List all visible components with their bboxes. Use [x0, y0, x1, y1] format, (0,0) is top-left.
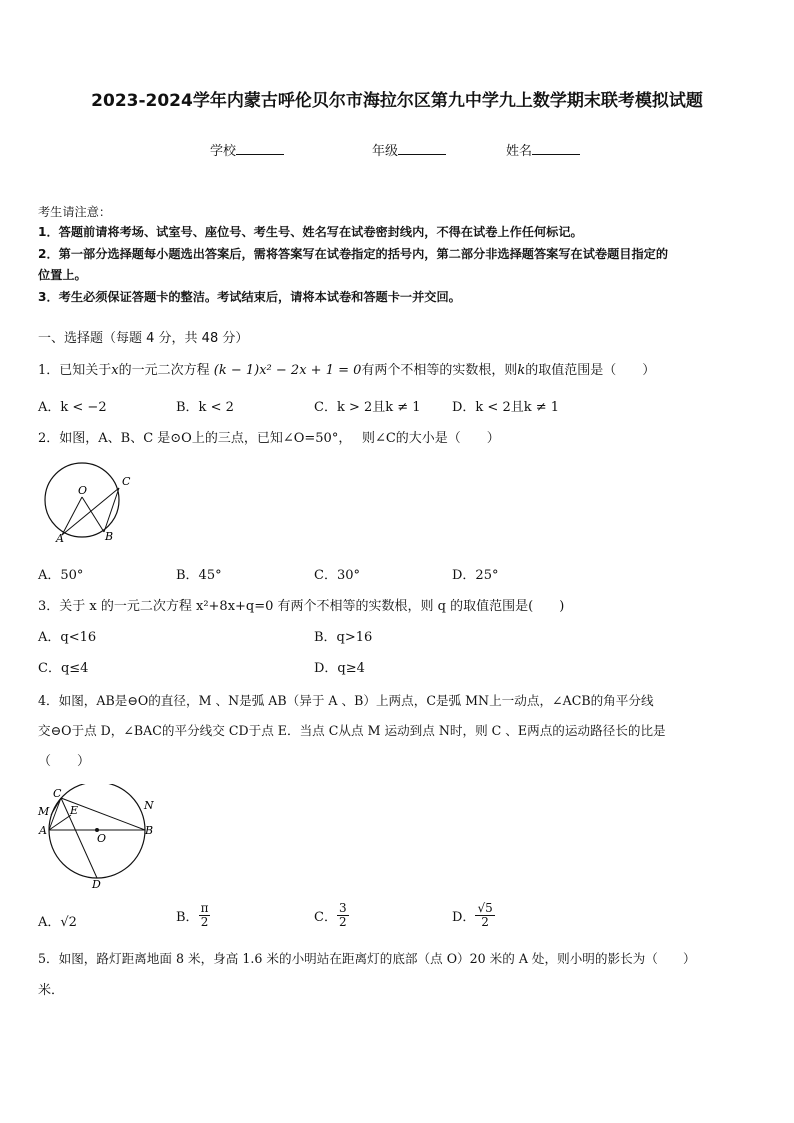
- label-e: E: [70, 804, 79, 817]
- name-field: [506, 140, 580, 159]
- page-title: 2023-2024学年内蒙古呼伦贝尔市海拉尔区第九中学九上数学期末联考模拟试题: [91, 91, 703, 111]
- q3-option-c: C．q≤4: [38, 661, 89, 676]
- grade-label: 年级: [372, 144, 399, 159]
- question-5-line-2: 米．: [38, 983, 65, 998]
- q2-option-b: B．45°: [176, 568, 222, 583]
- school-field: [210, 140, 284, 159]
- label-n: N: [144, 799, 154, 812]
- label-a: A: [39, 824, 47, 837]
- label-o: O: [78, 484, 88, 497]
- label-a: A: [56, 532, 64, 545]
- q1-option-b: B．k < 2: [176, 400, 234, 415]
- grade-field: [372, 140, 446, 159]
- school-label: 学校: [210, 144, 237, 159]
- q1-option-c: C．k > 2且k ≠ 1: [314, 400, 421, 415]
- label-d: D: [92, 878, 101, 891]
- q1-option-a: A．k < −2: [38, 400, 107, 415]
- q4-option-b: B． $\frac{\pi}{2}$: [176, 901, 209, 929]
- q3-option-a: A．q<16: [38, 630, 97, 645]
- q4-option-c: C． $\frac{3}{2}$: [314, 901, 347, 929]
- question-4-line-1: 4．如图，AB是⊖O的直径，M 、N是弧 AB（异于 A 、B）上两点，C是弧 MN上一动点，∠ACB的角平分线: [38, 693, 654, 708]
- notice-item: 2．第一部分选择题每小题选出答案后，需将答案写在试卷指定的括号内，第二部分非选择题答案写在试卷题目指定的: [38, 247, 669, 261]
- notice-item: 位置上。: [38, 268, 87, 282]
- label-m: M: [38, 805, 50, 818]
- q1-option-d: D．k < 2且k ≠ 1: [452, 400, 560, 415]
- name-label: 姓名: [506, 144, 533, 159]
- label-b: B: [105, 530, 114, 543]
- notice-item: 1．答题前请将考场、试室号、座位号、考生号、姓名写在试卷密封线内，不得在试卷上作任何标记。: [38, 225, 583, 239]
- q3-option-d: D．q≥4: [314, 661, 365, 676]
- question-1: 1．已知关于x的一元二次方程 (k − 1)x² − 2x + 1 = 0有两个不相等的实数根，则k的取值范围是（ ）: [38, 363, 656, 378]
- question-2: 2．如图，A、B、C 是⊙O上的三点，已知∠O=50°， 则∠C的大小是（ ）: [38, 431, 500, 446]
- label-o: O: [97, 832, 107, 845]
- label-c: C: [53, 787, 62, 800]
- question-4-line-3: （ ）: [38, 754, 91, 769]
- q4-option-d: D． $\frac{√5}{2}$: [452, 901, 493, 929]
- q2-option-c: C．30°: [314, 568, 360, 583]
- question-4-line-2: 交⊖O于点 D，∠BAC的平分线交 CD于点 E．当点 C从点 M 运动到点 N时，则 C 、E两点的运动路径长的比是: [38, 723, 666, 738]
- q3-option-b: B．q>16: [314, 630, 373, 645]
- question-3: 3．关于 x 的一元二次方程 x²+8x+q=0 有两个不相等的实数根，则 q 的取值范围是( ): [38, 599, 565, 614]
- label-b: B: [145, 824, 154, 837]
- q2-option-d: D．25°: [452, 568, 499, 583]
- q2-option-a: A．50°: [38, 568, 84, 583]
- label-c: C: [122, 475, 131, 488]
- q2-circle-figure: [38, 460, 138, 545]
- section-heading: 一、选择题（每题 4 分，共 48 分）: [38, 331, 249, 346]
- q4-circle-figure: [34, 784, 164, 892]
- q4-option-a: A．√2: [38, 915, 77, 930]
- question-5-line-1: 5．如图，路灯距离地面 8 米，身高 1.6 米的小明站在距离灯的底部（点 O）20 米的 A 处，则小明的影长为（ ）: [38, 951, 696, 966]
- notice-item: 3．考生必须保证答题卡的整洁。考试结束后，请将本试卷和答题卡一并交回。: [38, 290, 461, 304]
- notice-heading: 考生请注意：: [38, 205, 112, 219]
